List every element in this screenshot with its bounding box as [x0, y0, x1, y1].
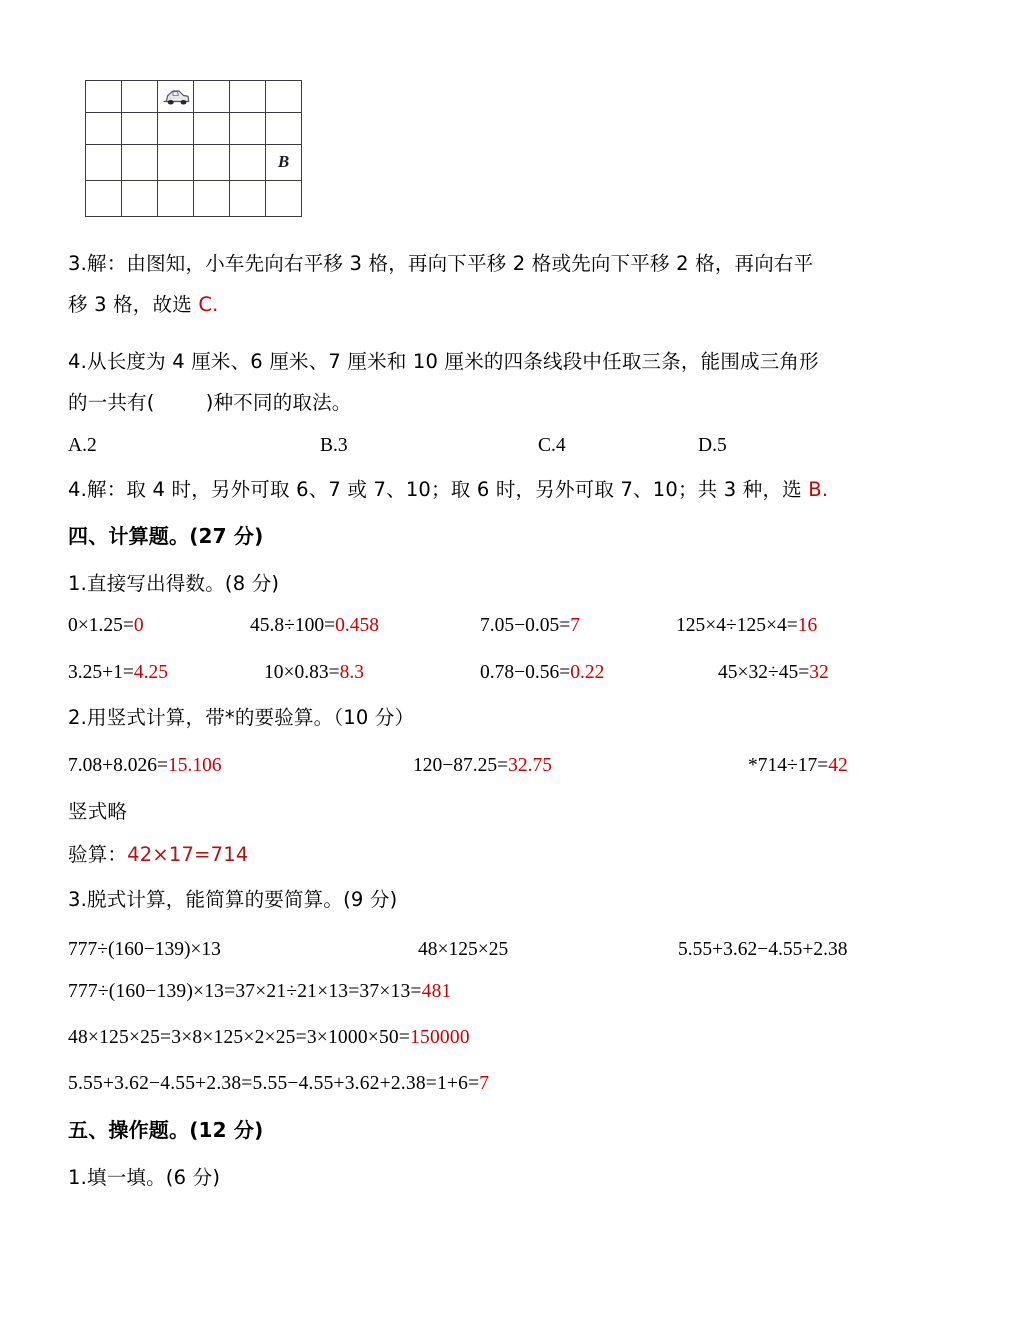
expr: 125×4÷125×4= — [676, 615, 798, 636]
answer: 7 — [570, 615, 580, 636]
oral-item — [718, 661, 829, 684]
sub-heading-5-1: 1.填一填。(6 分) — [68, 1166, 221, 1189]
answer: 4.25 — [133, 662, 168, 683]
answer: 42 — [828, 755, 848, 776]
vertical-note: 竖式略 — [68, 800, 128, 823]
simplify-problem: 777÷(160−139)×13 — [68, 939, 221, 960]
grid-cell — [230, 113, 266, 145]
translation-grid-figure — [85, 80, 302, 217]
option-c[interactable]: C.4 — [538, 435, 566, 456]
grid-cell-label — [266, 145, 302, 181]
car-icon — [161, 86, 191, 108]
answer: 150000 — [410, 1027, 470, 1048]
grid-cell — [230, 81, 266, 113]
oral-item — [68, 614, 144, 637]
answer: 7 — [479, 1073, 490, 1094]
grid-cell — [158, 113, 194, 145]
answer: 0 — [133, 615, 144, 636]
expr: 7.08+8.026= — [68, 755, 168, 776]
grid-cell — [158, 181, 194, 217]
check-label: 验算： — [68, 843, 128, 866]
expr: 0×1.25= — [68, 615, 134, 636]
simplify-solution-2 — [68, 1026, 470, 1049]
grid-cell — [194, 181, 230, 217]
oral-item — [480, 661, 604, 684]
answer: 32 — [809, 662, 829, 683]
grid-cell — [266, 113, 302, 145]
simplify-problem: 5.55+3.62−4.55+2.38 — [678, 939, 848, 960]
grid-cell — [230, 181, 266, 217]
answer: 0.22 — [570, 662, 605, 683]
expr: 777÷(160−139)×13=37×21÷21×13=37×13= — [68, 981, 422, 1002]
sub-heading-4-1: 1.直接写出得数。(8 分) — [68, 572, 280, 595]
grid-row — [86, 81, 302, 113]
grid-cell — [230, 145, 266, 181]
grid-cell — [86, 145, 122, 181]
simplify-solution-1 — [68, 980, 451, 1003]
expr: 5.55+3.62−4.55+2.38=5.55−4.55+3.62+2.38=1+6= — [68, 1073, 480, 1094]
answer: 15.106 — [168, 755, 222, 776]
grid-cell-car — [158, 81, 194, 113]
oral-item — [676, 614, 817, 637]
grid-cell — [86, 113, 122, 145]
option-b[interactable]: B.3 — [320, 435, 348, 456]
grid-cell — [122, 181, 158, 217]
oral-item — [250, 614, 379, 637]
simplify-solution-3 — [68, 1072, 489, 1095]
option-a[interactable]: A.2 — [68, 435, 97, 456]
answer: 16 — [797, 615, 818, 636]
grid-row — [86, 113, 302, 145]
q4-answer: B. — [808, 478, 829, 501]
simplify-problem: 48×125×25 — [418, 939, 509, 960]
grid-row — [86, 181, 302, 217]
answer: 32.75 — [508, 755, 552, 776]
oral-item — [264, 661, 364, 684]
q4-solution-line — [68, 478, 828, 501]
check-value: 42×17=714 — [127, 843, 249, 866]
vertical-item — [68, 754, 222, 777]
grid-cell — [158, 145, 194, 181]
q4-stem-line-1: 4.从长度为 4 厘米、6 厘米、7 厘米和 10 厘米的四条线段中任取三条，能围成三角形 — [68, 350, 819, 373]
q3-solution-text: 移 3 格，故选 — [68, 293, 199, 316]
expr: *714÷17= — [748, 755, 829, 776]
q3-solution-line-1: 3.解：由图知，小车先向右平移 3 格，再向下平移 2 格或先向下平移 2 格，再向右平 — [68, 252, 814, 275]
grid-cell — [86, 81, 122, 113]
check-line — [68, 843, 248, 866]
answer: 0.458 — [335, 615, 379, 636]
grid-cell — [122, 81, 158, 113]
answer: 481 — [421, 981, 452, 1002]
vertical-item — [413, 754, 552, 777]
option-d[interactable]: D.5 — [698, 435, 727, 456]
expr: 3.25+1= — [68, 662, 134, 683]
answer: 8.3 — [339, 662, 364, 683]
grid-cell — [194, 113, 230, 145]
oral-item — [480, 614, 580, 637]
grid-cell — [122, 113, 158, 145]
sub-heading-4-2: 2.用竖式计算，带*的要验算。（10 分） — [68, 706, 415, 729]
expr: 10×0.83= — [264, 662, 340, 683]
grid-cell — [266, 181, 302, 217]
grid-row — [86, 145, 302, 181]
expr: 120−87.25= — [413, 755, 509, 776]
oral-item — [68, 661, 168, 684]
vertical-item — [748, 754, 848, 777]
grid-cell — [194, 145, 230, 181]
sub-heading-4-3: 3.脱式计算，能简算的要简算。(9 分) — [68, 888, 398, 911]
grid-cell — [194, 81, 230, 113]
grid-cell — [122, 145, 158, 181]
q3-solution-line-2 — [68, 293, 219, 316]
grid-cell — [266, 81, 302, 113]
section-4-heading: 四、计算题。(27 分) — [68, 524, 264, 548]
grid-cell — [86, 181, 122, 217]
q4-stem-line-2: 的一共有( )种不同的取法。 — [68, 391, 352, 414]
expr: 48×125×25=3×8×125×2×25=3×1000×50= — [68, 1027, 411, 1048]
expr: 0.78−0.56= — [480, 662, 571, 683]
q4-solution-text: 4.解：取 4 时，另外可取 6、7 或 7、10；取 6 时，另外可取 7、10；共 3 种，选 — [68, 478, 809, 501]
point-b-label: B — [277, 152, 290, 171]
section-5-heading: 五、操作题。(12 分) — [68, 1118, 264, 1142]
q3-answer: C. — [198, 293, 219, 316]
translation-grid — [85, 80, 302, 217]
expr: 7.05−0.05= — [480, 615, 571, 636]
expr: 45×32÷45= — [718, 662, 810, 683]
expr: 45.8÷100= — [250, 615, 336, 636]
